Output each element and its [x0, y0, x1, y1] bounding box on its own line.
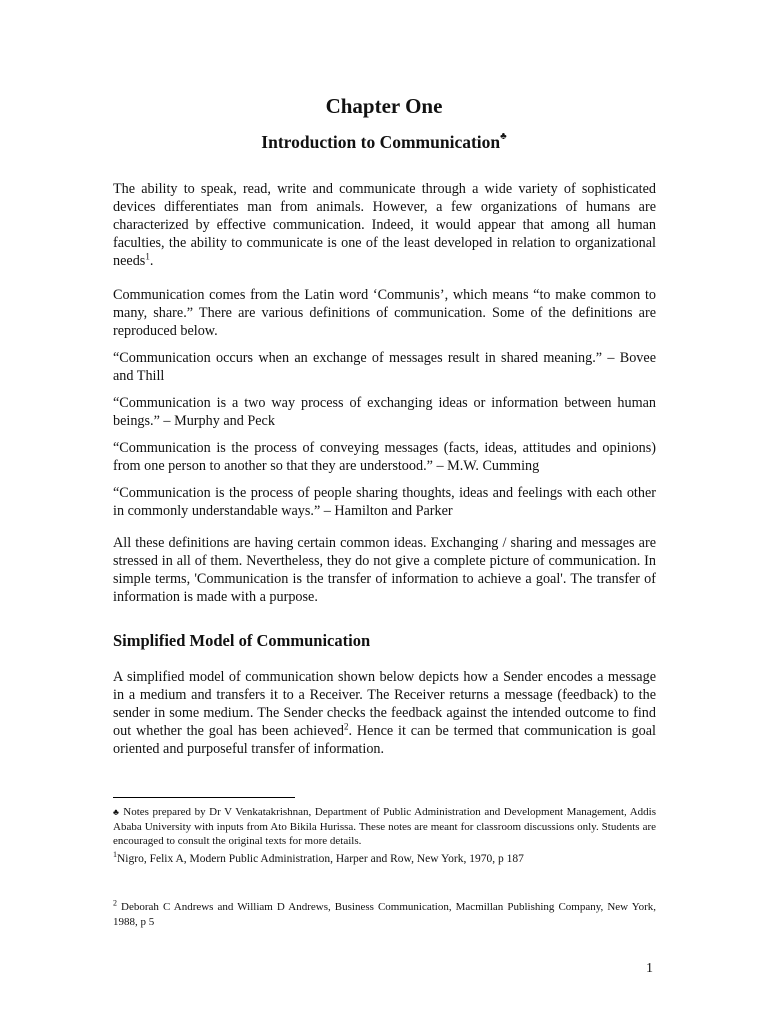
footnote-ref-1: 1	[145, 251, 150, 262]
footnote-1-mark: 1	[113, 850, 117, 860]
club-icon: ♣	[113, 807, 120, 817]
intro-text-end: .	[149, 253, 154, 269]
chapter-subtitle	[0, 132, 768, 153]
footnote-2	[113, 900, 656, 929]
footnote-2-text: Deborah C Andrews and William D Andrews, Business Communication, Macmillan Publishing Company, New York, 1988, p 5	[113, 901, 656, 928]
page-number: 1	[646, 961, 653, 976]
footnote-ref-2: 2	[344, 721, 349, 732]
model-text: A simplified model of communication shown below depicts how a Sender encodes a message in a medium and transfers it to a Receiver. The Receiver returns a message (feedback) to the sender in some medium. The Sender checks the feedback against the intended outcome to find out whether the goal has been achieved	[113, 669, 656, 739]
club-footnote-marker: ♣	[500, 131, 507, 143]
chapter-title: Chapter One	[325, 94, 443, 118]
model-text-end: . Hence it can be termed that communication is goal oriented and purposeful transfer of information.	[113, 723, 656, 757]
quote-murphy-peck: “Communication is a two way process of exchanging ideas or information between human beings.” – Murphy and Peck	[113, 395, 656, 429]
intro-paragraph	[113, 180, 656, 270]
subtitle-text: Introduction to Communication	[261, 132, 501, 152]
quote-hamilton-parker: “Communication is the process of people sharing thoughts, ideas and feelings with each other in commonly understandable ways.” – Hamilton and Parker	[113, 485, 656, 519]
footnote-1-text: Nigro, Felix A, Modern Public Administration, Harper and Row, New York, 1970, p 187	[117, 853, 524, 865]
model-paragraph	[113, 668, 656, 758]
common-ideas-paragraph: All these definitions are having certain common ideas. Exchanging / sharing and messages are stressed in all of them. Nevertheless, they do not give a complete picture of communication. In simple terms, 'Communication is the transfer of information to achieve a goal'. The transfer of information is made with a purpose.	[113, 535, 656, 605]
definition-intro-paragraph: Communication comes from the Latin word ‘Communis’, which means “to make common to many, share.” There are various definitions of communication. Some of the definitions are reproduced below.	[113, 287, 656, 339]
footnote-2-mark: 2	[113, 898, 117, 908]
quote-bovee-thill: “Communication occurs when an exchange of messages result in shared meaning.” – Bovee and Thill	[113, 350, 656, 384]
footnote-club	[113, 805, 656, 849]
footnote-club-text: Notes prepared by Dr V Venkatakrishnan, Department of Public Administration and Development Management, Addis Ababa University with inputs from Ato Bikila Hurissa. These notes are meant for classroom discussions only. Students are encouraged to consult the original texts for more details.	[113, 806, 657, 847]
footnote-divider	[113, 797, 295, 798]
intro-text: The ability to speak, read, write and communicate through a wide variety of sophisticated devices differentiates man from animals. However, a few organizations of humans are characterized by effective communication. Indeed, it would appear that among all human faculties, the ability to communicate is one of the least developed in relation to organizational needs	[113, 181, 656, 269]
section-heading: Simplified Model of Communication	[113, 631, 371, 650]
quote-cumming: “Communication is the process of conveying messages (facts, ideas, attitudes and opinions) from one person to another so that they are understood.” – M.W. Cumming	[113, 440, 656, 474]
footnote-1	[113, 852, 656, 867]
